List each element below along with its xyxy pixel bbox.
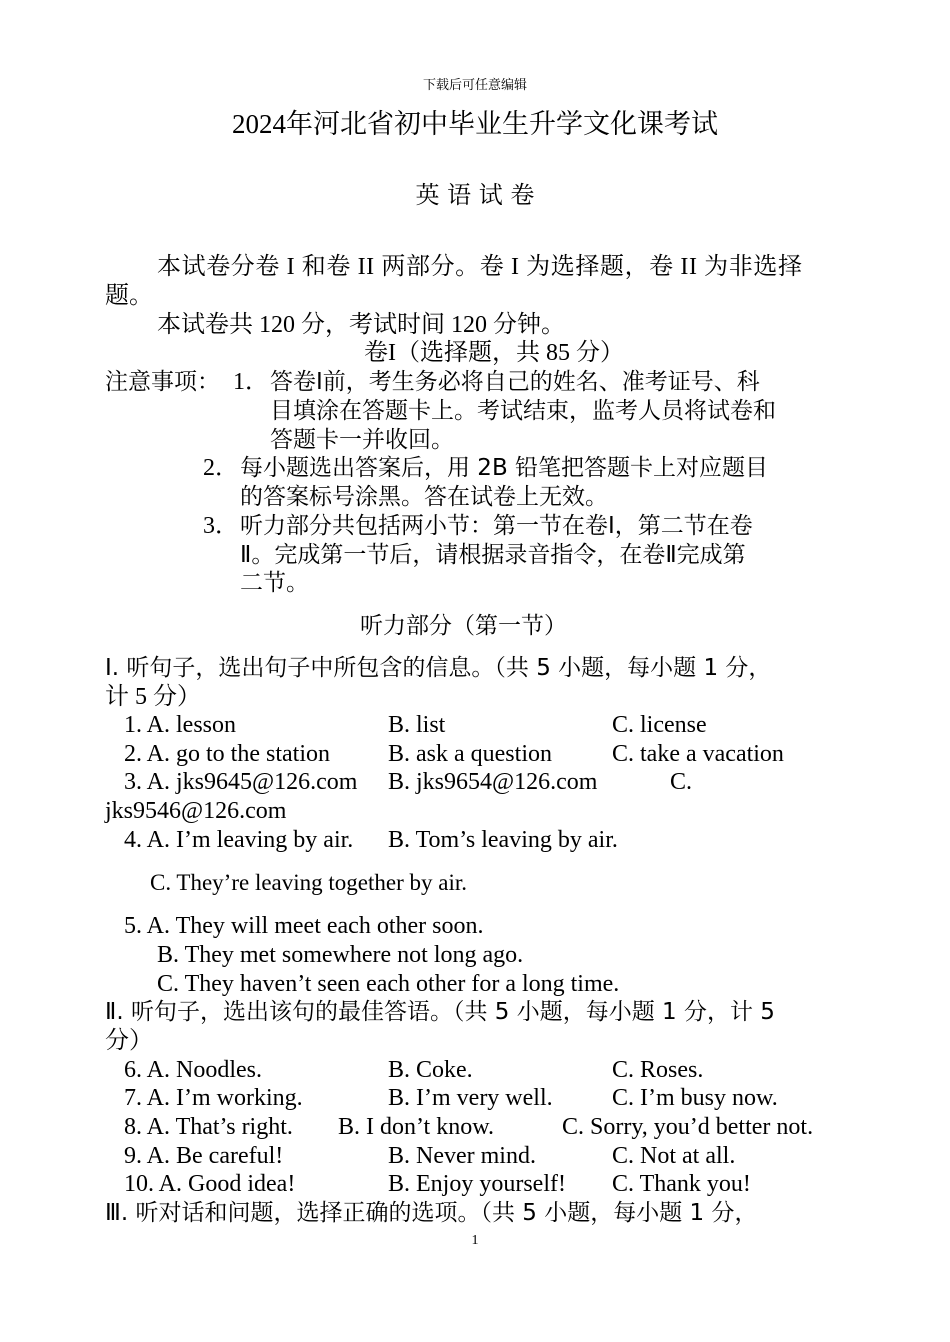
q10-option-a: 10. A. Good idea! bbox=[124, 1171, 296, 1197]
q5-option-b: B. They met somewhere not long ago. bbox=[157, 942, 524, 968]
listening-heading: 听力部分（第一节） bbox=[360, 613, 567, 639]
q4-option-c: C. They’re leaving together by air. bbox=[150, 870, 468, 895]
q1-option-c: C. license bbox=[612, 712, 707, 738]
notice-3-number: 3． bbox=[203, 513, 239, 539]
q8-option-a: 8. A. That’s right. bbox=[124, 1114, 293, 1140]
q10-option-c: C. Thank you! bbox=[612, 1171, 751, 1197]
q10-option-b: B. Enjoy yourself! bbox=[388, 1171, 566, 1197]
notice-3-line-2: Ⅱ。完成第一节后，请根据录音指令，在卷Ⅱ完成第 bbox=[240, 542, 746, 568]
exam-title: 2024年河北省初中毕业生升学文化课考试 bbox=[232, 109, 718, 139]
notice-2-line-1: 每小题选出答案后，用 2B 铅笔把答题卡上对应题目 bbox=[240, 455, 769, 481]
page-number: 1 bbox=[471, 1233, 479, 1248]
section-1-heading-line-2: 计 5 分） bbox=[105, 684, 201, 710]
q7-option-c: C. I’m busy now. bbox=[612, 1085, 778, 1111]
notice-1-number: 1． bbox=[233, 369, 269, 395]
section-3-heading-line-1: Ⅲ. 听对话和问题，选择正确的选项。（共 5 小题，每小题 1 分， bbox=[105, 1200, 758, 1226]
q6-option-c: C. Roses. bbox=[612, 1057, 704, 1083]
q8-option-c: C. Sorry, you’d better not. bbox=[562, 1114, 814, 1140]
q3-option-c: C. bbox=[670, 769, 693, 795]
q9-option-b: B. Never mind. bbox=[388, 1143, 536, 1169]
q1-option-a: 1. A. lesson bbox=[124, 712, 237, 738]
q9-option-a: 9. A. Be careful! bbox=[124, 1143, 284, 1169]
q4-option-b: B. Tom’s leaving by air. bbox=[388, 827, 618, 853]
intro-line-1: 本试卷分卷 I 和卷 II 两部分。卷 I 为选择题，卷 II 为非选择 bbox=[157, 254, 803, 280]
notice-1-line-3: 答题卡一并收回。 bbox=[270, 427, 454, 453]
q3-option-a: 3. A. jks9645@126.com bbox=[124, 769, 358, 795]
q1-option-b: B. list bbox=[388, 712, 446, 738]
notice-3-line-1: 听力部分共包括两小节：第一节在卷Ⅰ，第二节在卷 bbox=[240, 513, 753, 539]
q6-option-a: 6. A. Noodles. bbox=[124, 1057, 262, 1083]
q4-option-a: 4. A. I’m leaving by air. bbox=[124, 827, 354, 853]
q8-option-b: B. I don’t know. bbox=[338, 1114, 494, 1140]
intro-line-1b: 题。 bbox=[105, 283, 153, 309]
notice-1-line-1: 答卷Ⅰ前，考生务必将自己的姓名、准考证号、科 bbox=[270, 369, 760, 395]
section-1-heading-line-1: I. 听句子，选出句子中所包含的信息。（共 5 小题，每小题 1 分， bbox=[105, 655, 772, 681]
q7-option-b: B. I’m very well. bbox=[388, 1085, 553, 1111]
section-2-heading-line-1: Ⅱ. 听句子，选出该句的最佳答语。（共 5 小题，每小题 1 分，计 5 bbox=[105, 999, 775, 1025]
q5-option-c: C. They haven’t seen each other for a long time. bbox=[157, 971, 620, 997]
notice-1-line-2: 目填涂在答题卡上。考试结束，监考人员将试卷和 bbox=[270, 398, 776, 424]
section-2-heading-line-2: 分） bbox=[105, 1028, 153, 1054]
volume-heading: 卷I（选择题，共 85 分） bbox=[364, 340, 624, 366]
q2-option-b: B. ask a question bbox=[388, 741, 552, 767]
header-note: 下载后可任意编辑 bbox=[422, 77, 527, 92]
q3-option-c-value: jks9546@126.com bbox=[105, 798, 287, 824]
q2-option-c: C. take a vacation bbox=[612, 741, 784, 767]
notice-2-number: 2． bbox=[203, 455, 239, 481]
q9-option-c: C. Not at all. bbox=[612, 1143, 736, 1169]
notice-2-line-2: 的答案标号涂黑。答在试卷上无效。 bbox=[240, 484, 608, 510]
intro-line-2: 本试卷共 120 分，考试时间 120 分钟。 bbox=[157, 312, 565, 338]
notice-3-line-3: 二节。 bbox=[240, 570, 309, 596]
q3-option-b: B. jks9654@126.com bbox=[388, 769, 598, 795]
exam-subtitle: 英 语 试 卷 bbox=[415, 181, 535, 209]
q5-option-a: 5. A. They will meet each other soon. bbox=[124, 913, 484, 939]
notice-label: 注意事项： bbox=[105, 369, 220, 395]
q7-option-a: 7. A. I’m working. bbox=[124, 1085, 303, 1111]
q6-option-b: B. Coke. bbox=[388, 1057, 473, 1083]
q2-option-a: 2. A. go to the station bbox=[124, 741, 330, 767]
